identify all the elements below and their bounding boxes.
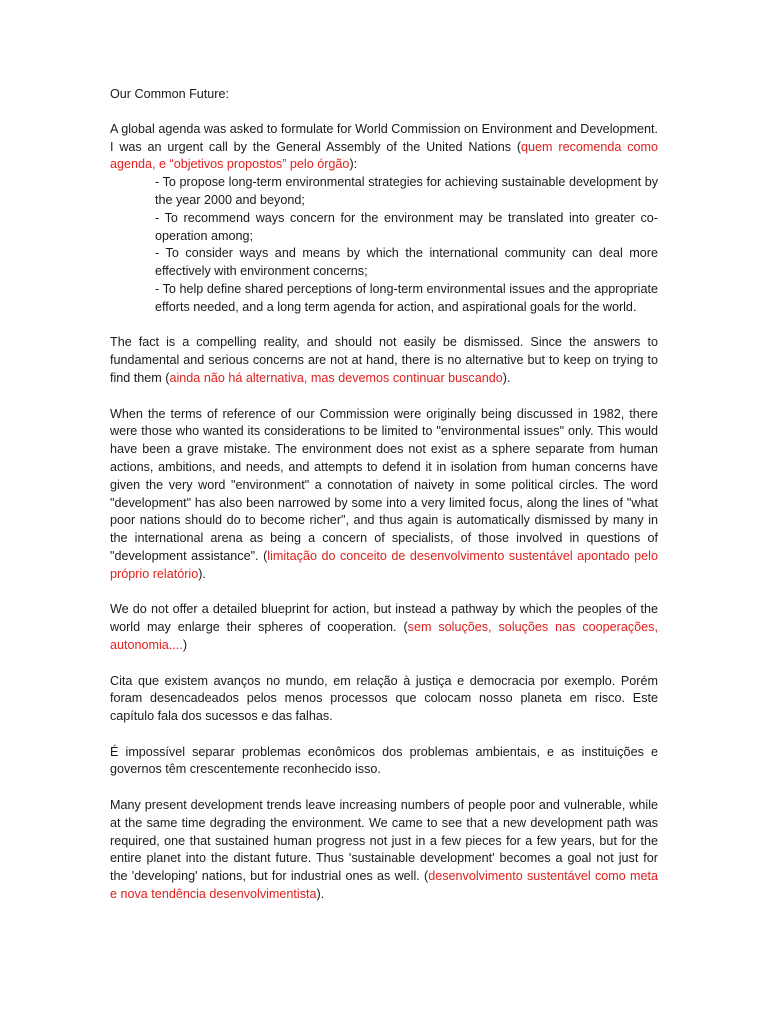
paragraph-tail: ). [502,370,511,385]
list-item: - To consider ways and means by which the international community can deal more effectively with environment concerns; [155,246,658,279]
mandate-list [155,174,658,316]
annotation-note: quem recomenda como agenda, e “objetivos propostos” pelo órgão [110,139,658,172]
list-item: - To propose long-term environmental strategies for achieving sustainable development by the year 2000 and beyond; [155,175,658,207]
paragraph-tail: ). [198,566,206,581]
annotation-note: ainda não há alternativa, mas devemos continuar buscando [169,370,503,385]
list-item: - To recommend ways concern for the environment may be translated into greater co-operation among; [155,210,658,243]
paragraph-tail: ) [182,637,188,652]
paragraph-development-trends [110,797,658,904]
paragraph-tail: ): [349,157,358,172]
paragraph-text: We do not offer a detailed blueprint for action, but instead a pathway by which the peoples of the world may enlarge their spheres of cooperation. ( [110,602,658,635]
paragraph-compelling-reality [110,334,658,387]
paragraph-text: Many present development trends leave increasing numbers of people poor and vulnerable, while at the same time degrading the environment. We came to see that a new development path was required, one that sustained human progress not just in a few pieces for a few years, but for the entire planet into the distant future. Thus 'sustainable development' becomes a goal not just for the 'developing' nations, but for industrial ones as well. ( [110,798,658,884]
paragraph-tail: ). [316,887,325,902]
paragraph-avancos: Cita que existem avanços no mundo, em relação à justiça e democracia por exemplo. Porém foram desencadeados pelos menos processos que colocam nosso planeta em risco. Este capítulo fala dos sucessos e das falhas. [110,673,658,724]
paragraph-terms-of-reference [110,406,658,584]
paragraph-text: When the terms of reference of our Commission were originally being discussed in 1982, there were those who wanted its considerations to be limited to "environmental issues" only. This would have been a grave mistake. The environment does not exist as a sphere separate from human actions, ambitions, and needs, and attempts to defend it in isolation from human concerns have given the very word "environment" a connotation of naivety in some political circles. The word "development" has also been narrowed by some into a very limited focus, along the lines of "what poor nations should do to become richer", and thus again is automatically dismissed by many in the international arena as being a concern of specialists, of those involved in questions of "development assistance". ( [110,406,658,563]
paragraph-text: A global agenda was asked to formulate for World Commission on Environment and Development. I was an urgent call by the General Assembly of the United Nations ( [110,121,658,154]
annotation-note: limitação do conceito de desenvolvimento sustentável apontado pelo próprio relatório [110,548,658,581]
list-item: - To help define shared perceptions of long-term environmental issues and the appropriate efforts needed, and a long term agenda for action, and aspirational goals for the world. [155,281,658,314]
annotation-note: desenvolvimento sustentável como meta e nova tendência desenvolvimentista [110,869,659,902]
document-title: Our Common Future: [110,87,229,101]
paragraph-pathway [110,601,658,654]
paragraph-text: The fact is a compelling reality, and should not easily be dismissed. Since the answers to fundamental and serious concerns are not at hand, there is no alternative but to keep on trying to find them ( [110,335,658,385]
paragraph-problemas: É impossível separar problemas econômicos dos problemas ambientais, e as instituições e governos têm crescentemente reconhecido isso. [110,744,658,777]
paragraph-intro [110,121,658,174]
annotation-note: sem soluções, soluções nas cooperações, autonomia.... [110,620,658,652]
